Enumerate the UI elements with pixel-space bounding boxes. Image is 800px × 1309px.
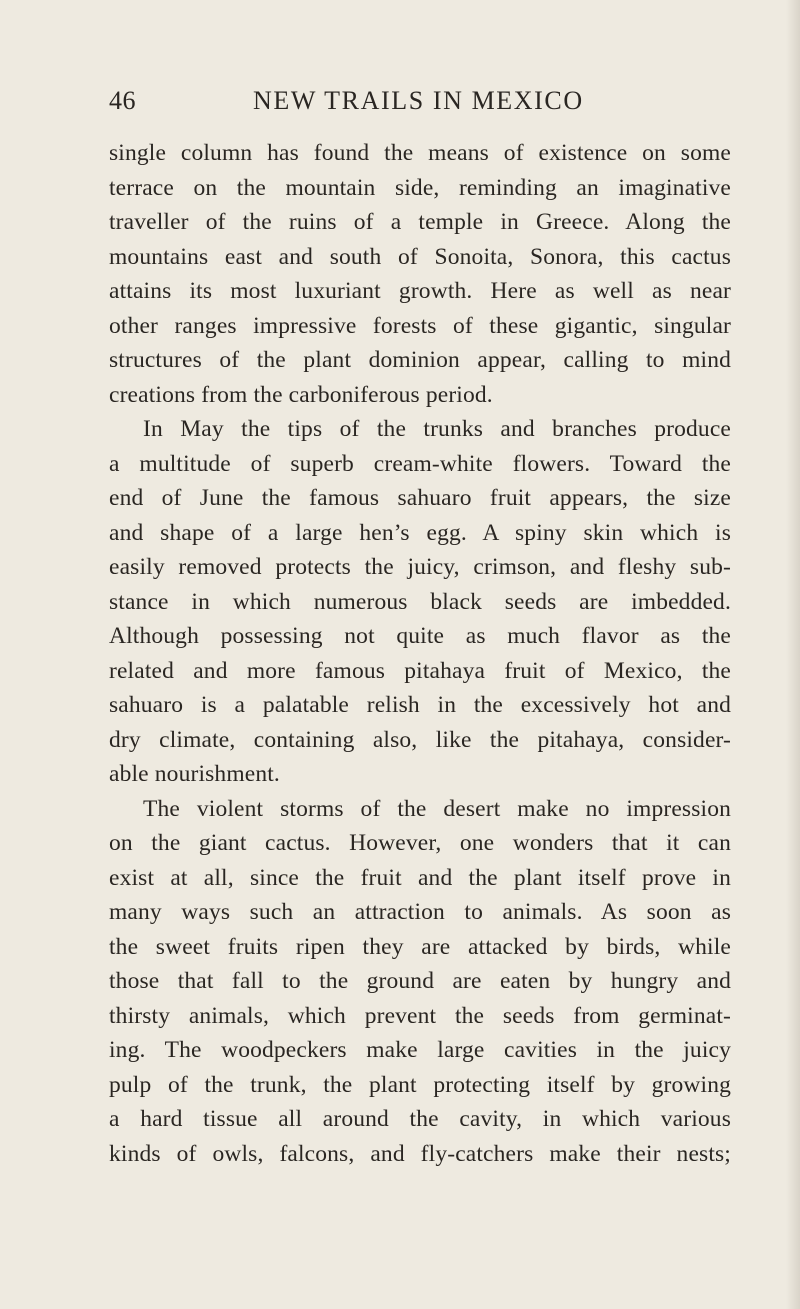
text-line: able nourishment. <box>109 761 280 787</box>
text-line: Although possessing not quite as much flavor as the <box>109 623 731 649</box>
text-line: The violent storms of the desert make no impression <box>143 795 731 822</box>
text-line: mountains east and south of Sonoita, Sonora, this cactus <box>109 243 731 270</box>
text-line: dry climate, containing also, like the pitahaya, consider- <box>109 726 731 753</box>
text-line: on the giant cactus. However, one wonders that it can <box>109 830 731 856</box>
body-text <box>109 136 731 1171</box>
text-line: exist at all, since the fruit and the plant itself prove in <box>109 864 731 891</box>
text-line: the sweet fruits ripen they are attacked by birds, while <box>109 933 731 960</box>
text-line: pulp of the trunk, the plant protecting itself by growing <box>109 1071 731 1098</box>
text-line: stance in which numerous black seeds are imbedded. <box>109 588 731 615</box>
text-line: related and more famous pitahaya fruit of Mexico, the <box>109 657 731 684</box>
text-line: many ways such an attraction to animals. As soon as <box>109 899 731 925</box>
text-line: attains its most luxuriant growth. Here as well as near <box>109 278 731 304</box>
text-line: easily removed protects the juicy, crimson, and fleshy sub- <box>109 554 731 580</box>
text-line: single column has found the means of existence on some <box>109 140 731 166</box>
text-line: those that fall to the ground are eaten by hungry and <box>109 968 731 994</box>
text-line: structures of the plant dominion appear, calling to mind <box>109 347 731 373</box>
text-line: a hard tissue all around the cavity, in which various <box>109 1106 731 1132</box>
text-line: terrace on the mountain side, reminding an imaginative <box>109 174 731 201</box>
text-line: creations from the carboniferous period. <box>109 381 493 408</box>
text-line: sahuaro is a palatable relish in the excessively hot and <box>109 692 731 718</box>
text-line: thirsty animals, which prevent the seeds from germinat- <box>109 1002 731 1029</box>
page-header <box>109 86 609 126</box>
text-line: other ranges impressive forests of these gigantic, singular <box>109 312 731 339</box>
running-head: NEW TRAILS IN MEXICO <box>253 86 584 115</box>
text-line: ing. The woodpeckers make large cavities in the juicy <box>109 1037 731 1063</box>
page-edge-shadow <box>786 0 800 1309</box>
text-line: In May the tips of the trunks and branches produce <box>143 416 731 442</box>
text-line: traveller of the ruins of a temple in Greece. Along the <box>109 209 731 235</box>
text-line: a multitude of superb cream-white flowers. Toward the <box>109 450 731 477</box>
page-number: 46 <box>109 86 136 115</box>
text-line: end of June the famous sahuaro fruit appears, the size <box>109 485 731 511</box>
text-line: kinds of owls, falcons, and fly-catchers make their nests; <box>109 1140 731 1167</box>
text-line: and shape of a large hen’s egg. A spiny skin which is <box>109 519 731 546</box>
